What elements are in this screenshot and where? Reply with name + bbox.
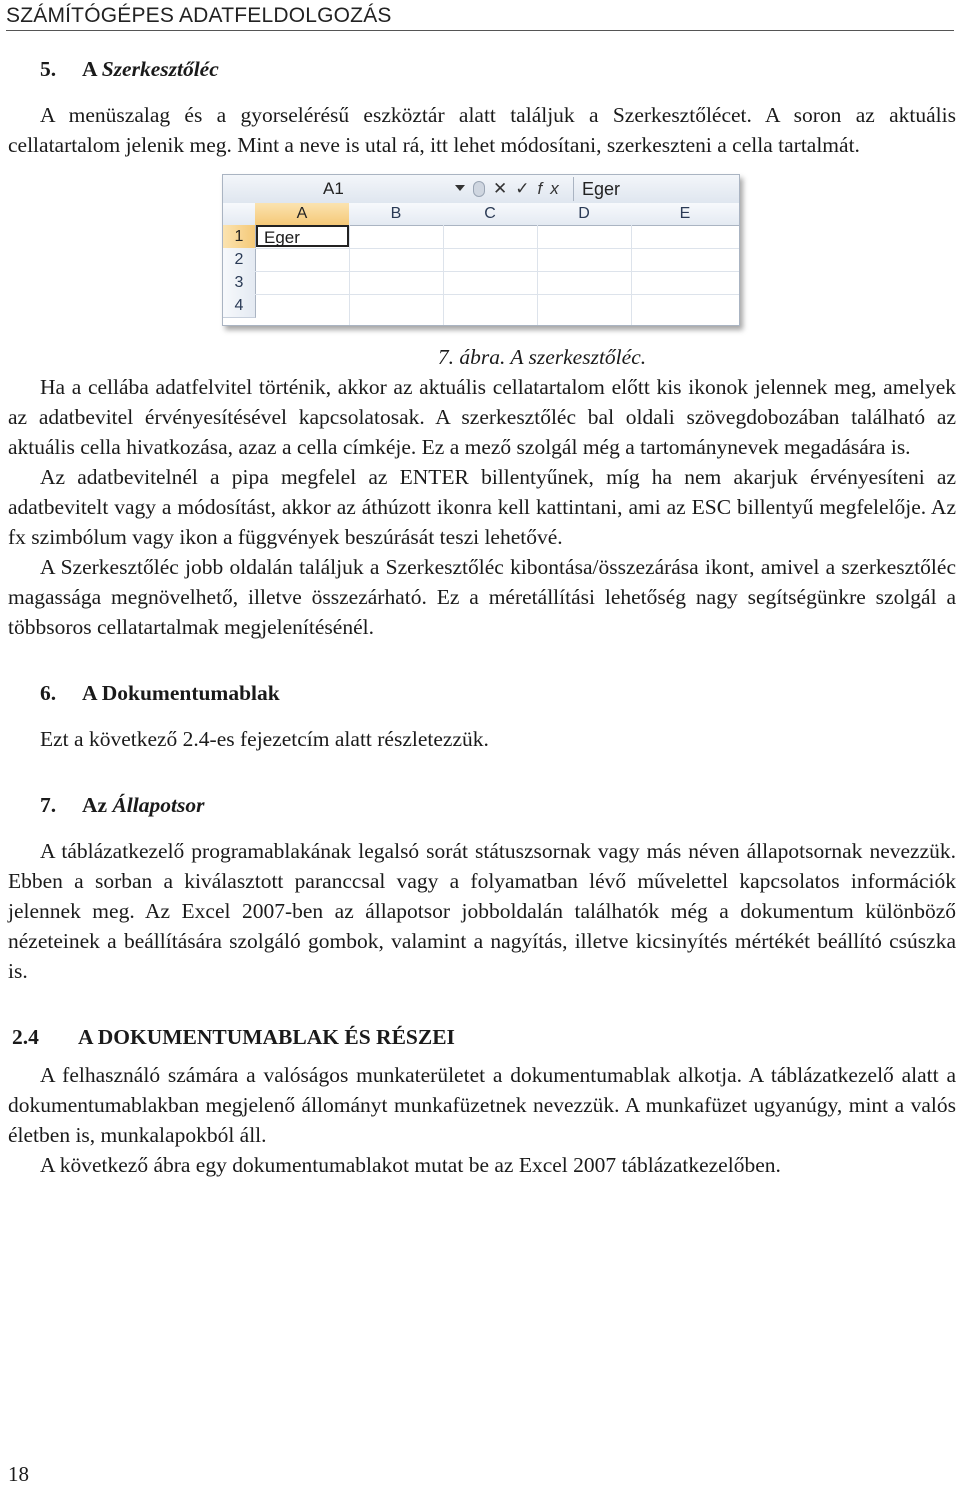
resize-handle-icon	[473, 181, 485, 197]
figure-caption: 7. ábra. A szerkesztőléc.	[437, 345, 647, 369]
row-header: 4	[223, 294, 256, 318]
active-cell: Eger	[256, 225, 349, 247]
section-title: A Dokumentumablak	[82, 681, 280, 705]
paragraph: Ezt a következő 2.4-es fejezetcím alatt részletezzük.	[40, 727, 489, 751]
paragraph: A táblázatkezelő programablakának legalsó sorát státuszsornak vagy más néven állapotsornak nevezzük. Ebben a sorban a kiválasztott paranccsal vagy a folyamatban lévő művelettel kapcsolatos információk jelennek meg. Az Excel 2007-ben az állapotsor jobboldalán találhatók még a dokumentum különböző nézeteinek a beállítására szolgáló gombok, valamint a nagyítás, illetve kicsinyítés mértékét beállító csúszka is.	[8, 839, 956, 983]
paragraph: A menüszalag és a gyorselérésű eszköztár alatt találjuk a Szerkesztőlécet. A soron az aktuális cellatartalom jelenik meg. Mint a neve is utal rá, itt lehet módosítani, szerkeszteni a cella tartalmát.	[8, 103, 956, 157]
formula-bar	[223, 175, 739, 204]
paragraph: A felhasználó számára a valóságos munkaterületet a dokumentumablak alkotja. A táblázatkezelő alatt a dokumentumablakban megjelenő állományt munkafüzetnek nevezzük. A munkafüzet ugyanúgy, mint a valós életben is, munkalapokból áll.	[8, 1063, 956, 1147]
formula-input: Eger	[573, 177, 620, 201]
page-body	[8, 40, 956, 1180]
section-title: Állapotsor	[112, 793, 205, 817]
paragraph: Az adatbevitelnél a pipa megfelel az ENTER billentyűnek, míg ha nem akarjuk érvényesíteni az adatbevitelt vagy a módosítást, akkor az áthúzott ikonra kell kattintani, ami az ESC billentyű megfelelője. Az fx szimbólum vagy ikon a függvények beszúrását teszi lehetővé.	[8, 465, 956, 549]
page-number: 18	[8, 1462, 29, 1486]
section-title: Szerkesztőléc	[101, 57, 219, 81]
select-all-corner	[223, 203, 256, 226]
formula-bar-icons	[493, 177, 567, 201]
section-6-heading	[8, 678, 956, 708]
excel-screenshot	[222, 174, 740, 326]
paragraph: Ha a cellába adatfelvitel történik, akkor az aktuális cellatartalom előtt kis ikonok jelennek meg, amelyek az adatbevitel érvényesítésével kapcsolatosak. A szerkesztőléc bal oldali szövegdobozában található az aktuális cella hivatkozása, azaz a cella címkéje. Ez a mező szolgál még a tartománynevek megadására is.	[8, 375, 956, 459]
column-header: B	[349, 203, 444, 226]
section-5-heading	[8, 54, 956, 84]
cancel-icon: ✕	[493, 179, 516, 198]
section-title: A DOKUMENTUMABLAK ÉS RÉSZEI	[78, 1025, 455, 1049]
section-title-prefix: Az	[82, 793, 113, 817]
formula-bar-figure	[222, 174, 742, 334]
paragraph: A Szerkesztőléc jobb oldalán találjuk a Szerkesztőléc kibontása/összezárása ikont, amivel a szerkesztőléc magassága megnövelhető, illetve összezárható. Ez a méretállítási lehetőség nagy segítségünkre szolgál a többsoros cellatartalmak megjelenítésénél.	[8, 555, 956, 639]
insert-function-icon: fx	[537, 179, 567, 198]
running-header: SZÁMÍTÓGÉPES ADATFELDOLGOZÁS	[6, 4, 954, 31]
enter-icon: ✓	[515, 179, 538, 198]
column-header: E	[631, 203, 740, 226]
section-number: 7.	[40, 793, 57, 817]
row-header: 3	[223, 271, 256, 295]
section-number: 6.	[40, 681, 57, 705]
section-title-prefix: A	[82, 57, 102, 81]
section-number: 5.	[40, 57, 57, 81]
name-box: A1	[323, 179, 344, 198]
row-header: 2	[223, 248, 256, 272]
chevron-down-icon	[455, 185, 465, 191]
column-header: A	[255, 203, 350, 226]
column-header: D	[537, 203, 632, 226]
section-number: 2.4	[12, 1025, 39, 1049]
paragraph: A következő ábra egy dokumentumablakot mutat be az Excel 2007 táblázatkezelőben.	[40, 1153, 781, 1177]
row-header: 1	[223, 225, 256, 249]
column-header: C	[443, 203, 538, 226]
chapter-2-4-heading	[8, 1022, 956, 1052]
section-7-heading	[8, 790, 956, 820]
